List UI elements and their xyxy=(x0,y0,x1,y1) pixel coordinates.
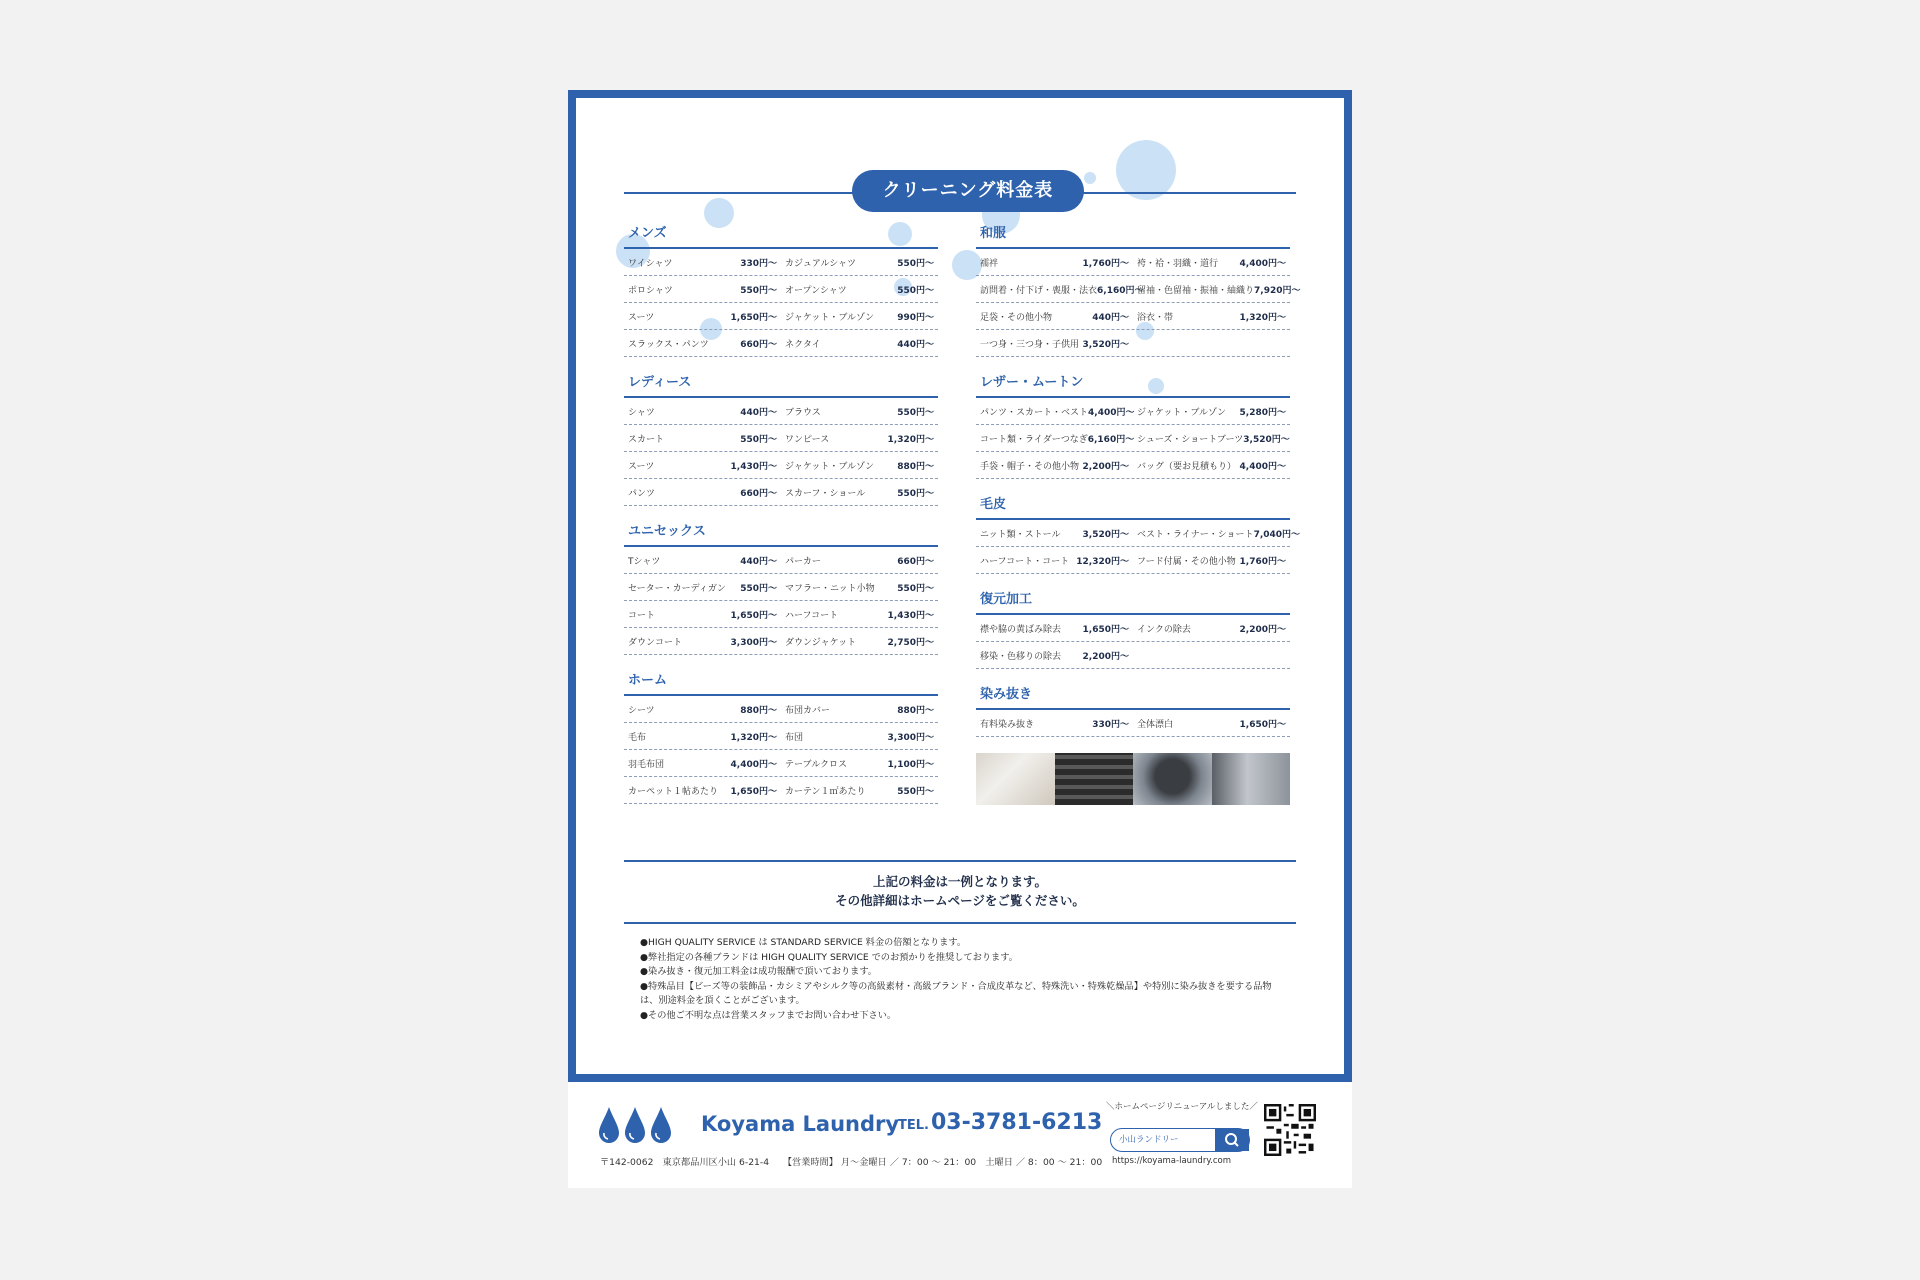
fine-print-item: ●特殊品目【ビーズ等の装飾品・カシミアやシルク等の高級素材・高級ブランド・合成皮革など、特殊洗い・特殊乾燥品】や特別に染み抜きを要する品物は、別途料金を頂くことがございます。 xyxy=(640,980,1272,1007)
item-name: シーツ xyxy=(628,705,655,716)
flyer-content xyxy=(576,98,1344,1074)
category-title: ホーム xyxy=(628,673,668,688)
price-item xyxy=(976,337,1133,350)
price-flyer xyxy=(568,90,1352,1188)
price-item xyxy=(1133,717,1290,730)
item-name: 留袖・色留袖・振袖・紬織り xyxy=(1137,285,1255,296)
water-drop-icon xyxy=(650,1106,672,1144)
item-price: 550円～ xyxy=(740,285,777,296)
price-row xyxy=(976,615,1290,642)
item-name: 移染・色移りの除去 xyxy=(980,651,1062,662)
price-item xyxy=(781,405,938,418)
price-item xyxy=(1133,310,1290,323)
price-row xyxy=(624,303,938,330)
item-name: 浴衣・帯 xyxy=(1137,312,1174,323)
price-row xyxy=(976,547,1290,574)
item-name: バッグ（要お見積もり） xyxy=(1137,461,1237,472)
water-drop-icon xyxy=(598,1106,620,1144)
price-row xyxy=(976,249,1290,276)
price-row xyxy=(624,750,938,777)
price-row xyxy=(976,452,1290,479)
price-item xyxy=(976,459,1133,472)
item-price: 880円～ xyxy=(897,461,934,472)
price-item xyxy=(781,757,938,770)
price-category xyxy=(976,495,1301,574)
price-row xyxy=(624,425,938,452)
price-item xyxy=(781,432,938,445)
price-item xyxy=(781,608,938,621)
item-name: ジャケット・ブルゾン xyxy=(785,461,875,472)
item-name: 袴・袷・羽織・道行 xyxy=(1137,258,1219,269)
tel-prefix: TEL. xyxy=(898,1118,929,1133)
price-item xyxy=(976,283,1144,296)
price-item xyxy=(624,608,781,621)
item-price: 880円～ xyxy=(740,705,777,716)
price-category xyxy=(624,522,938,655)
price-column-left xyxy=(624,224,938,820)
item-price: 990円～ xyxy=(897,312,934,323)
item-name: ワンピース xyxy=(785,434,830,445)
phone-number[interactable] xyxy=(898,1110,1102,1135)
price-item xyxy=(781,581,938,594)
item-name: パンツ xyxy=(628,488,656,499)
item-name: 足袋・その他小物 xyxy=(980,312,1053,323)
item-price: 660円～ xyxy=(740,488,777,499)
notice-line: その他詳細はホームページをご覧ください。 xyxy=(835,893,1085,908)
item-price: 3,520円～ xyxy=(1243,434,1290,445)
price-item xyxy=(781,635,938,648)
item-name: カーテン１㎡あたり xyxy=(785,786,866,797)
item-price: 1,100円～ xyxy=(887,759,934,770)
item-name: ジャケット・ブルゾン xyxy=(785,312,875,323)
price-row xyxy=(624,696,938,723)
item-name: シューズ・ショートブーツ xyxy=(1137,434,1244,445)
price-row xyxy=(624,574,938,601)
search-button[interactable] xyxy=(1215,1129,1249,1151)
item-name: ブラウス xyxy=(785,407,821,418)
item-name: セーター・カーディガン xyxy=(628,583,726,594)
item-price: 3,300円～ xyxy=(887,732,934,743)
item-price: 2,200円～ xyxy=(1082,461,1129,472)
item-name: カジュアルシャツ xyxy=(785,258,857,269)
item-name: ダウンコート xyxy=(628,637,683,648)
item-price: 550円～ xyxy=(897,285,934,296)
item-name: 布団カバー xyxy=(785,705,831,716)
item-name: 手袋・帽子・その他小物 xyxy=(980,461,1080,472)
price-item xyxy=(976,405,1133,418)
item-price: 5,280円～ xyxy=(1239,407,1286,418)
price-item xyxy=(781,337,938,350)
item-price: 1,760円～ xyxy=(1082,258,1129,269)
price-item xyxy=(781,310,938,323)
item-name: スーツ xyxy=(628,312,655,323)
item-price: 1,320円～ xyxy=(1239,312,1286,323)
flyer-footer xyxy=(568,1082,1352,1188)
item-price: 4,400円～ xyxy=(1088,407,1135,418)
price-row xyxy=(976,330,1290,357)
item-price: 1,760円～ xyxy=(1239,556,1286,567)
item-name: ジャケット・ブルゾン xyxy=(1137,407,1227,418)
garment-photo xyxy=(1212,753,1291,805)
address-hours: 〒142-0062 東京都品川区小山 6-21-4 【営業時間】 月～金曜日 ／ 7：00 ～ 21：00 土曜日 ／ 8：00 ～ 21：00 xyxy=(600,1157,1103,1168)
price-item xyxy=(976,310,1133,323)
notice-box xyxy=(624,860,1296,924)
item-price: 2,750円～ xyxy=(887,637,934,648)
category-title: 染み抜き xyxy=(980,687,1033,702)
item-price: 6,160円～ xyxy=(1097,285,1144,296)
item-price: 330円～ xyxy=(1092,719,1129,730)
garment-photo xyxy=(1055,753,1134,805)
price-item xyxy=(624,703,781,716)
item-price: 2,200円～ xyxy=(1239,624,1286,635)
item-price: 550円～ xyxy=(897,488,934,499)
price-item xyxy=(1133,459,1290,472)
price-item xyxy=(781,283,938,296)
price-item xyxy=(781,554,938,567)
item-price: 440円～ xyxy=(897,339,934,350)
price-row xyxy=(976,425,1290,452)
item-name: 羽毛布団 xyxy=(628,759,665,770)
item-name: Tシャツ xyxy=(628,556,661,567)
item-name: フード付属・その他小物 xyxy=(1137,556,1236,567)
price-item xyxy=(624,337,781,350)
price-item xyxy=(781,730,938,743)
fine-print-item: ●染み抜き・復元加工料金は成功報酬で頂いております。 xyxy=(640,966,877,978)
item-name: ワイシャツ xyxy=(628,258,673,269)
price-category xyxy=(624,671,938,804)
item-name: マフラー・ニット小物 xyxy=(785,583,875,594)
price-category xyxy=(976,373,1290,479)
item-price: 1,430円～ xyxy=(730,461,777,472)
price-item xyxy=(976,622,1133,635)
item-name: スカート xyxy=(628,434,665,445)
photo-strip xyxy=(976,753,1290,805)
item-name: スーツ xyxy=(628,461,655,472)
price-row xyxy=(624,723,938,750)
item-price: 4,400円～ xyxy=(1239,258,1286,269)
item-price: 550円～ xyxy=(740,434,777,445)
category-title: 和服 xyxy=(980,226,1007,241)
price-row xyxy=(976,710,1290,737)
item-name: 布団 xyxy=(785,732,804,743)
fine-print-item: ●弊社指定の各種ブランドは HIGH QUALITY SERVICE でのお預かりを推奨しております。 xyxy=(640,951,1018,963)
price-item xyxy=(624,635,781,648)
page-title: クリーニング料金表 xyxy=(852,170,1084,212)
price-column-right xyxy=(976,224,1301,805)
price-row xyxy=(976,276,1301,303)
price-row xyxy=(624,547,938,574)
price-item xyxy=(1133,527,1301,540)
price-item xyxy=(976,649,1133,662)
item-price: 1,650円～ xyxy=(730,312,777,323)
search-text: 小山ランドリー xyxy=(1119,1135,1179,1145)
price-row xyxy=(976,642,1290,669)
price-item xyxy=(781,486,938,499)
price-item xyxy=(624,283,781,296)
item-name: ポロシャツ xyxy=(628,285,673,296)
item-name: 一つ身・三つ身・子供用 xyxy=(980,339,1080,350)
item-name: シャツ xyxy=(628,407,655,418)
item-name: インクの除去 xyxy=(1137,624,1191,635)
item-price: 1,320円～ xyxy=(730,732,777,743)
price-category xyxy=(976,590,1290,669)
fine-print-item: ●HIGH QUALITY SERVICE は STANDARD SERVICE 料金の倍額となります。 xyxy=(640,937,967,948)
item-name: コート類・ライダーつなぎ xyxy=(980,434,1088,445)
price-row xyxy=(976,520,1301,547)
garment-photo xyxy=(1133,753,1212,805)
notice-line: 上記の料金は一例となります。 xyxy=(872,874,1047,889)
item-price: 4,400円～ xyxy=(730,759,777,770)
item-price: 440円～ xyxy=(740,407,777,418)
flyer-frame xyxy=(568,90,1352,1082)
item-price: 1,430円～ xyxy=(887,610,934,621)
item-name: オープンシャツ xyxy=(785,285,847,296)
price-item xyxy=(624,784,781,797)
item-name: ハーフコート xyxy=(785,610,839,621)
website-url[interactable]: https://koyama-laundry.com xyxy=(1112,1156,1231,1166)
price-item xyxy=(624,486,781,499)
price-category xyxy=(976,685,1290,737)
item-price: 4,400円～ xyxy=(1239,461,1286,472)
price-item xyxy=(1133,405,1290,418)
decor-bubble xyxy=(1084,172,1096,184)
price-category xyxy=(624,373,938,506)
item-price: 3,520円～ xyxy=(1082,339,1129,350)
price-item xyxy=(624,405,781,418)
item-price: 660円～ xyxy=(740,339,777,350)
price-item xyxy=(624,256,781,269)
price-item xyxy=(624,757,781,770)
item-name: パーカー xyxy=(785,556,821,567)
item-name: コート xyxy=(628,610,656,621)
price-item xyxy=(624,432,781,445)
price-row xyxy=(624,276,938,303)
price-category xyxy=(624,224,938,357)
item-price: 2,200円～ xyxy=(1082,651,1129,662)
item-price: 660円～ xyxy=(897,556,934,567)
price-row xyxy=(624,601,938,628)
price-row xyxy=(624,479,938,506)
item-price: 1,650円～ xyxy=(730,610,777,621)
item-price: 6,160円～ xyxy=(1087,434,1135,445)
item-name: 有料染み抜き xyxy=(980,719,1035,730)
item-price: 440円～ xyxy=(1092,312,1129,323)
water-drop-icon xyxy=(624,1106,646,1144)
price-item xyxy=(976,717,1133,730)
price-item xyxy=(1133,622,1290,635)
item-name: 毛布 xyxy=(628,732,647,743)
decor-bubble xyxy=(1116,140,1176,200)
item-price: 880円～ xyxy=(897,705,934,716)
item-name: パンツ・スカート・ベスト xyxy=(980,407,1089,418)
item-name: ベスト・ライナー・ショート xyxy=(1137,529,1254,540)
item-price: 12,320円～ xyxy=(1076,556,1129,567)
item-price: 7,040円～ xyxy=(1253,529,1301,540)
price-item xyxy=(624,554,781,567)
logo-drops xyxy=(598,1106,672,1144)
price-item xyxy=(781,256,938,269)
item-name: 全体漂白 xyxy=(1137,719,1174,730)
price-row xyxy=(976,398,1290,425)
price-item xyxy=(1133,432,1290,445)
item-price: 1,650円～ xyxy=(1239,719,1286,730)
item-name: 襟や脇の黄ばみ除去 xyxy=(980,624,1062,635)
item-price: 550円～ xyxy=(897,786,934,797)
price-category xyxy=(976,224,1301,357)
price-item xyxy=(976,554,1133,567)
item-name: テーブルクロス xyxy=(785,759,848,770)
price-row xyxy=(624,330,938,357)
item-price: 550円～ xyxy=(897,583,934,594)
item-price: 330円～ xyxy=(740,258,777,269)
price-item xyxy=(976,527,1133,540)
price-item xyxy=(781,459,938,472)
item-name: ダウンジャケット xyxy=(785,637,857,648)
price-row xyxy=(976,303,1290,330)
fine-print xyxy=(640,936,1280,1024)
category-title: メンズ xyxy=(628,226,667,241)
price-item xyxy=(624,730,781,743)
price-item xyxy=(976,432,1133,445)
garment-photo xyxy=(976,753,1055,805)
item-name: スラックス・パンツ xyxy=(628,339,709,350)
item-price: 440円～ xyxy=(740,556,777,567)
item-price: 1,650円～ xyxy=(730,786,777,797)
item-name: 訪問着・付下げ・喪服・法衣 xyxy=(980,285,1098,296)
price-item xyxy=(1133,283,1301,296)
tel-value: 03-3781-6213 xyxy=(930,1110,1103,1135)
price-item xyxy=(1133,554,1290,567)
price-item xyxy=(781,784,938,797)
category-title: レディース xyxy=(628,375,692,390)
price-item xyxy=(624,581,781,594)
price-row xyxy=(624,452,938,479)
item-price: 3,520円～ xyxy=(1082,529,1129,540)
category-title: 毛皮 xyxy=(980,497,1007,512)
price-item xyxy=(976,256,1133,269)
price-item xyxy=(1133,256,1290,269)
item-name: 襦袢 xyxy=(980,258,999,269)
item-name: ニット類・ストール xyxy=(980,529,1061,540)
category-title: 復元加工 xyxy=(980,592,1033,607)
price-item xyxy=(781,703,938,716)
search-icon xyxy=(1215,1129,1249,1151)
item-name: ハーフコート・コート xyxy=(980,556,1070,567)
price-item xyxy=(624,310,781,323)
item-name: カーペット１帖あたり xyxy=(628,786,719,797)
item-name: ネクタイ xyxy=(785,339,821,350)
brand-name: Koyama Laundry xyxy=(701,1112,900,1136)
item-price: 7,920円～ xyxy=(1254,285,1301,296)
category-title: レザー・ムートン xyxy=(980,375,1084,390)
item-name: スカーフ・ショール xyxy=(785,488,866,499)
item-price: 1,650円～ xyxy=(1082,624,1129,635)
item-price: 550円～ xyxy=(740,583,777,594)
category-title: ユニセックス xyxy=(628,524,706,539)
fine-print-item: ●その他ご不明な点は営業スタッフまでお問い合わせ下さい。 xyxy=(640,1009,897,1021)
price-row xyxy=(624,777,938,804)
item-price: 1,320円～ xyxy=(887,434,934,445)
price-item xyxy=(624,459,781,472)
renewal-notice: ＼ホームページリニューアルしました／ xyxy=(1106,1102,1258,1112)
item-price: 550円～ xyxy=(897,258,934,269)
price-row xyxy=(624,628,938,655)
price-row xyxy=(624,398,938,425)
item-price: 550円～ xyxy=(897,407,934,418)
qr-code-icon[interactable] xyxy=(1264,1104,1316,1156)
item-price: 3,300円～ xyxy=(730,637,777,648)
price-row xyxy=(624,249,938,276)
search-box[interactable] xyxy=(1110,1128,1250,1152)
